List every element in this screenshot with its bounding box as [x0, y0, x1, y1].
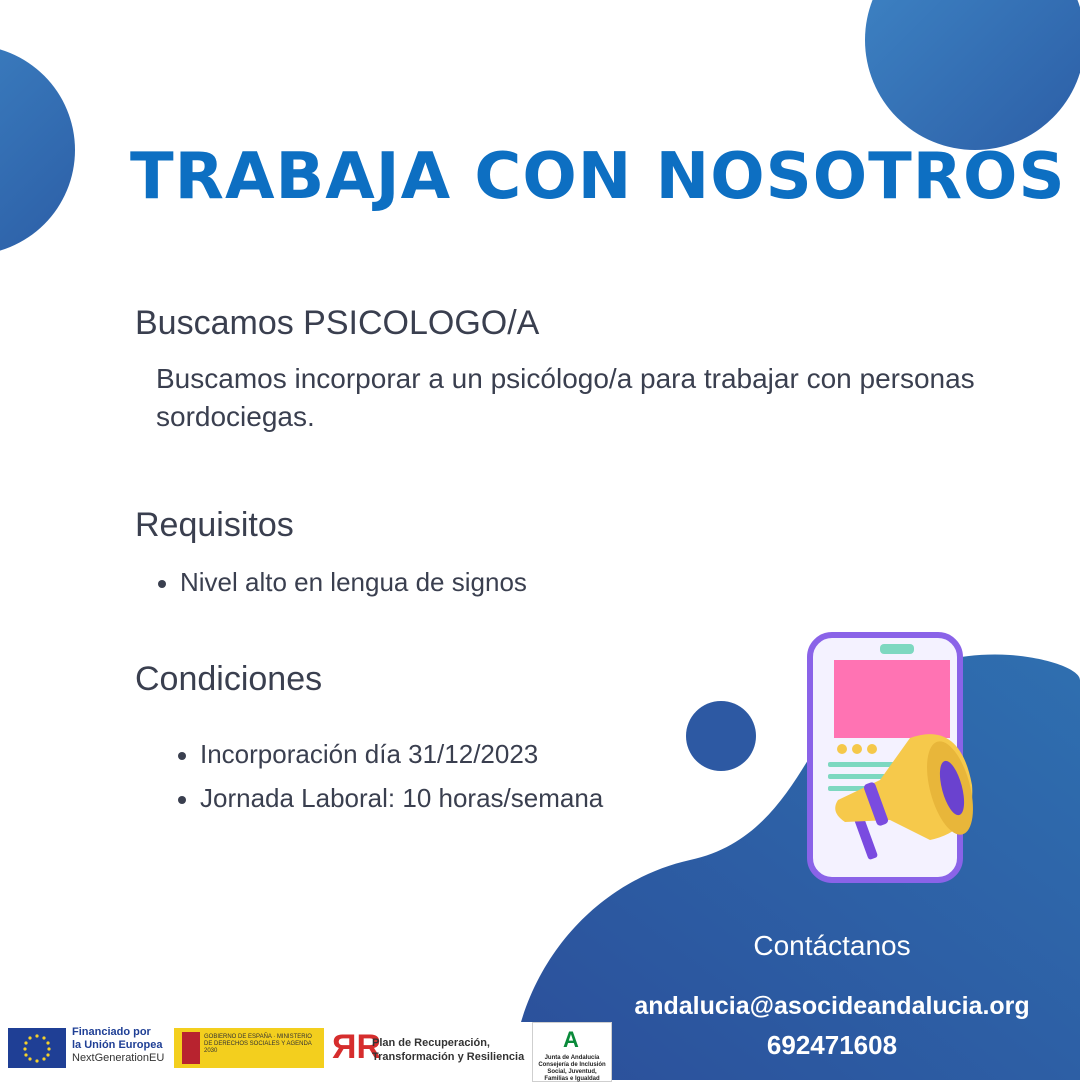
job-heading: Buscamos PSICOLOGO/A: [135, 304, 540, 342]
contact-phone[interactable]: 692471608: [766, 1030, 898, 1060]
junta-text: [537, 1055, 607, 1083]
megaphone-phone-illustration: [800, 630, 990, 890]
contact-heading: Contáctanos: [753, 930, 911, 961]
prtr-line2: Transformación y Resiliencia: [372, 1051, 525, 1063]
eu-funding-label: [72, 1026, 164, 1065]
eu-flag-icon: [8, 1028, 66, 1068]
prtr-label: [372, 1036, 524, 1064]
conditions-heading: Condiciones: [135, 660, 323, 698]
funding-logos-bar: [0, 1022, 612, 1080]
spain-shield-icon: [182, 1032, 200, 1064]
junta-andalucia-logo: [532, 1022, 612, 1082]
junta-name: Junta de Andalucía: [544, 1055, 600, 1061]
eu-line1: Financiado por: [72, 1026, 151, 1038]
page-title: TRABAJA CON NOSOTROS: [130, 140, 1066, 214]
eu-sub: NextGenerationEU: [72, 1052, 165, 1064]
requirements-list: [156, 560, 527, 604]
requirement-item: Nivel alto en lengua de signos: [156, 560, 527, 604]
junta-mark-icon: A: [563, 1027, 579, 1052]
junta-sub: Consejería de Inclusión Social, Juventud, Familias e Igualdad: [538, 1062, 606, 1082]
prtr-line1: Plan de Recuperación,: [372, 1037, 490, 1049]
gobierno-text: GOBIERNO DE ESPAÑA · MINISTERIO DE DERECHOS SOCIALES Y AGENDA 2030: [204, 1034, 312, 1054]
contact-email[interactable]: andalucia@asocideandalucia.org: [634, 992, 1030, 1020]
requirements-heading: Requisitos: [135, 506, 294, 544]
condition-item: Incorporación día 31/12/2023: [176, 732, 603, 776]
job-description: Buscamos incorporar a un psicólogo/a para trabajar con personas sordociegas.: [156, 363, 975, 432]
conditions-list: [176, 732, 603, 820]
gobierno-logo: [174, 1028, 324, 1068]
eu-line2: la Unión Europea: [72, 1039, 163, 1051]
prtr-logo-icon: ЯR: [332, 1028, 381, 1066]
condition-item: Jornada Laboral: 10 horas/semana: [176, 776, 603, 820]
